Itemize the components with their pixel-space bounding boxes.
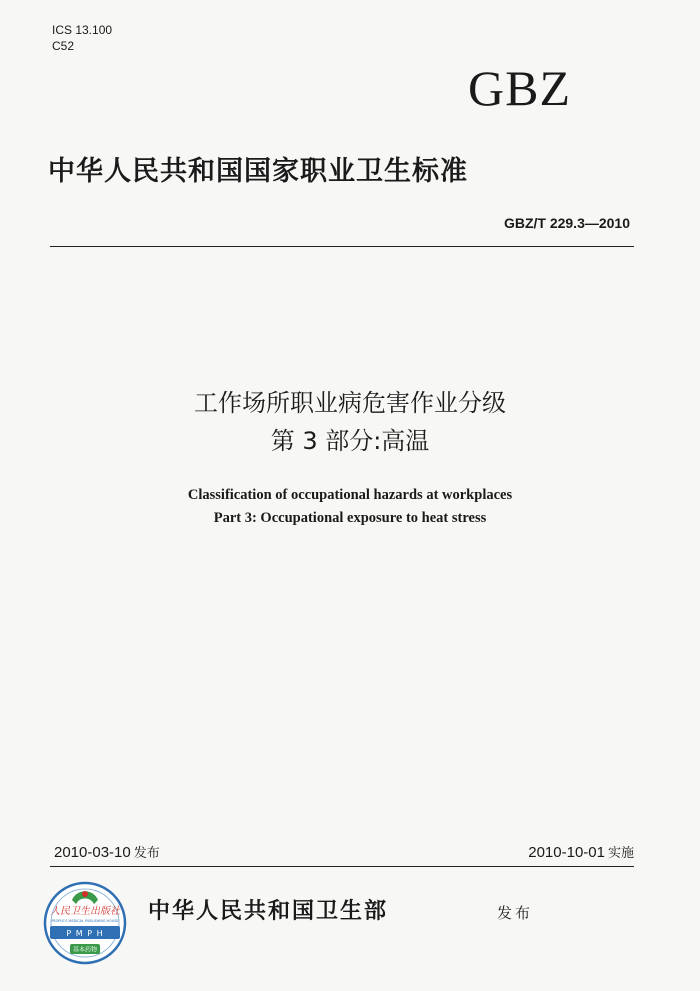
title-en-line1: Classification of occupational hazards at workplaces	[187, 487, 513, 503]
standard-number: GBZ/T 229.3—2010	[503, 215, 630, 231]
pmph-logo-icon	[42, 880, 128, 966]
ccs-code: C52	[52, 39, 75, 53]
title-cn-line1: 工作场所职业病危害作业分级	[194, 389, 506, 417]
bottom-divider	[50, 866, 634, 867]
gbz-logo: GBZ	[468, 60, 571, 116]
classification-codes	[52, 22, 112, 54]
impl-label: 实施	[607, 846, 634, 861]
issue-date-value: 2010-03-10	[54, 844, 131, 861]
impl-date-value: 2010-10-01	[528, 844, 605, 861]
publish-word: 发布	[497, 904, 534, 922]
title-en-line2: Part 3: Occupational exposure to heat stress	[213, 510, 487, 526]
title-cn-line2: 第 3 部分:高温	[270, 427, 430, 455]
top-divider	[50, 246, 634, 247]
issue-date	[54, 843, 160, 864]
implementation-date	[528, 843, 634, 864]
logo-badge: 基本药物	[72, 946, 98, 954]
org-title: 中华人民共和国国家职业卫生标准	[48, 156, 468, 187]
publisher-name: 中华人民共和国卫生部	[148, 899, 389, 924]
logo-en-name: PEOPLE'S MEDICAL PUBLISHING HOUSE	[51, 919, 119, 923]
issue-label: 发布	[133, 846, 160, 861]
logo-letters: P M P H	[66, 929, 104, 938]
logo-cn-name: 人民卫生出版社	[50, 906, 120, 917]
ics-code: ICS 13.100	[52, 23, 113, 37]
